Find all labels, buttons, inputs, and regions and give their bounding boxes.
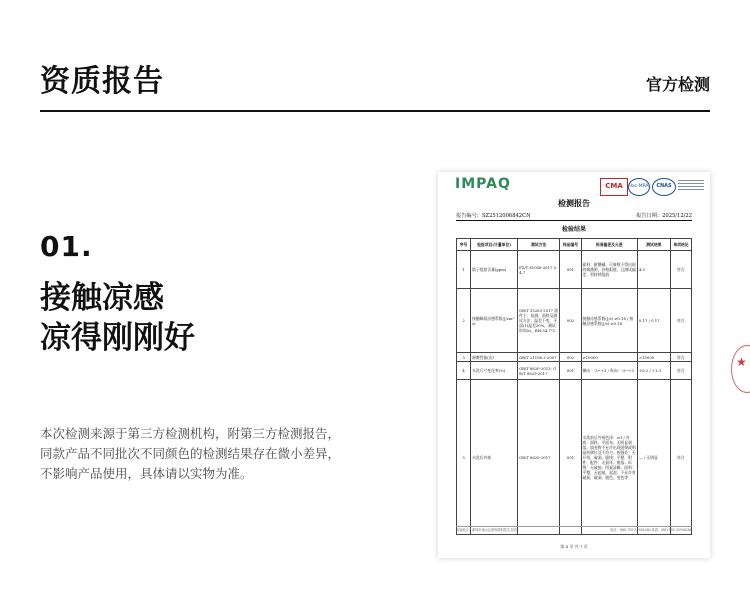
section-description [40,424,340,484]
footer-contact: 电话：(86) 755 33936286 传真：(86) 755 33936286 [610,528,692,532]
cert-fineprint-icon [678,178,704,194]
table-row [457,251,692,289]
footer-address: 检验地点：深圳市南山区深圳湾科技生态园 [456,528,517,532]
row-number: 5 [457,380,471,535]
row-conclusion: 符合 [670,289,691,353]
row-item: 接触瞬间凉感系数(J/cm²·s) [471,289,518,353]
column-header: 测试方法 [518,239,560,251]
row-item: 水洗后外观 [471,380,518,535]
row-method: GB/T 8629-2017 [518,380,560,535]
report-section-title: 检验结果 [561,226,586,233]
row-conclusion: 符合 [670,362,691,380]
row-result: 4.5 [637,251,670,289]
row-method: FZ/T 81006-2017 5.4.7 [518,251,560,289]
section-number: 01. [40,230,93,263]
row-item: 耐磨性能(次) [471,353,518,362]
row-sample: 001 [560,251,581,289]
description-line-2: 同款产品不同批次不同颜色的检测结果存在微小差异， [40,446,341,461]
table-row [457,380,692,535]
headline-line-1: 接触凉感 [40,280,164,316]
row-conclusion: 符合 [670,353,691,362]
row-method: GB/T 35263-2017 器件主：检测，面料及测试方法：温差不变，平面(1)温差30%，测试时间5s，RH:34.7°C [518,289,560,353]
row-result: +0.2 / +1.3 [637,362,670,380]
row-standard: 水洗前后外观色泽：≥3 / 外观：面料、平面布、无明显剥落，填充物不允许出现团聚或明显的移位及不均匀，接缝处：无开线、破洞，缝线：平整，附件、配件：无损坏、脱落；标签：无破损、图案清晰，面料：平整，无起皱、起泡、不允许有破损、破洞、脱色、变色等 [581,380,637,535]
report-footer [456,528,692,533]
column-header: 标准偏差及允差 [581,239,637,251]
column-header: 样品编号 [560,239,581,251]
row-item: 镭子组胺含量(ppm) [471,251,518,289]
table-row [457,289,692,353]
row-number: 4 [457,362,471,380]
report-date: 报告日期：2025/12/22 [636,213,692,219]
row-result: >10000 [637,353,670,362]
page-title: 资质报告 [40,64,164,99]
row-standard: 接触凉感系数(J/s) ≥0.18 / 接触凉感系数(J/s) ≥0.18 [581,289,637,353]
description-line-3: 不影响产品使用，具体请以实物为准。 [40,466,253,481]
row-result: 0.17 / 0.17 [637,289,670,353]
row-sample: 002 [560,353,581,362]
cnas-cert-icon: CNAS [652,178,676,196]
seal-star-icon: ★ [736,355,747,369]
row-standard: 横向：-3~+3 / 纵向：-3~+3 [581,362,637,380]
row-standard: ≥10000 [581,353,637,362]
report-number: 报告编号：SZ2512006842CN [456,213,531,219]
report-page-number: 第 4 页 共 7 页 [560,544,588,549]
section-headline [40,278,195,358]
cma-cert-icon: CMA [600,178,628,196]
column-header: 检验项目(计量单位) [471,239,518,251]
results-table [456,238,692,535]
page-subtitle: 官方检测 [645,75,710,94]
row-conclusion: 符合 [670,251,691,289]
ilac-cert-icon: ilac-MRA [628,178,650,196]
row-sample: 001 [560,380,581,535]
description-line-1: 本次检测来源于第三方检测机构，附第三方检测报告， [40,426,341,441]
red-seal-stamp [731,345,750,393]
row-number: 2 [457,289,471,353]
row-sample: 001 [560,362,581,380]
headline-line-2: 凉得刚刚好 [40,320,195,356]
column-header: 测试结果 [637,239,670,251]
report-title: 检测报告 [558,198,590,208]
test-report-document [438,172,710,558]
table-row [457,362,692,380]
row-result: — / 无明显 [637,380,670,535]
row-method: GB/T 21196.2-2007 [518,353,560,362]
row-conclusion: 符合 [670,380,691,535]
table-row [457,353,692,362]
footer-divider [456,526,692,527]
row-number: 3 [457,353,471,362]
impaq-logo: IMPAQ [455,176,511,192]
header-divider [40,110,710,112]
table-header-row [457,239,692,251]
row-number: 1 [457,251,471,289]
report-divider [456,220,692,221]
row-method: GB/T 8630-2013; GB/T 8629-2017 [518,362,560,380]
column-header: 单项结论 [670,239,691,251]
row-sample: 002 [560,289,581,353]
column-header: 序号 [457,239,471,251]
row-item: 水洗尺寸变化率(%) [471,362,518,380]
row-standard: 面料：耐酸碱、可参数不得出现的刺激源，价格限值，且测试偏差、须持续限值 [581,251,637,289]
